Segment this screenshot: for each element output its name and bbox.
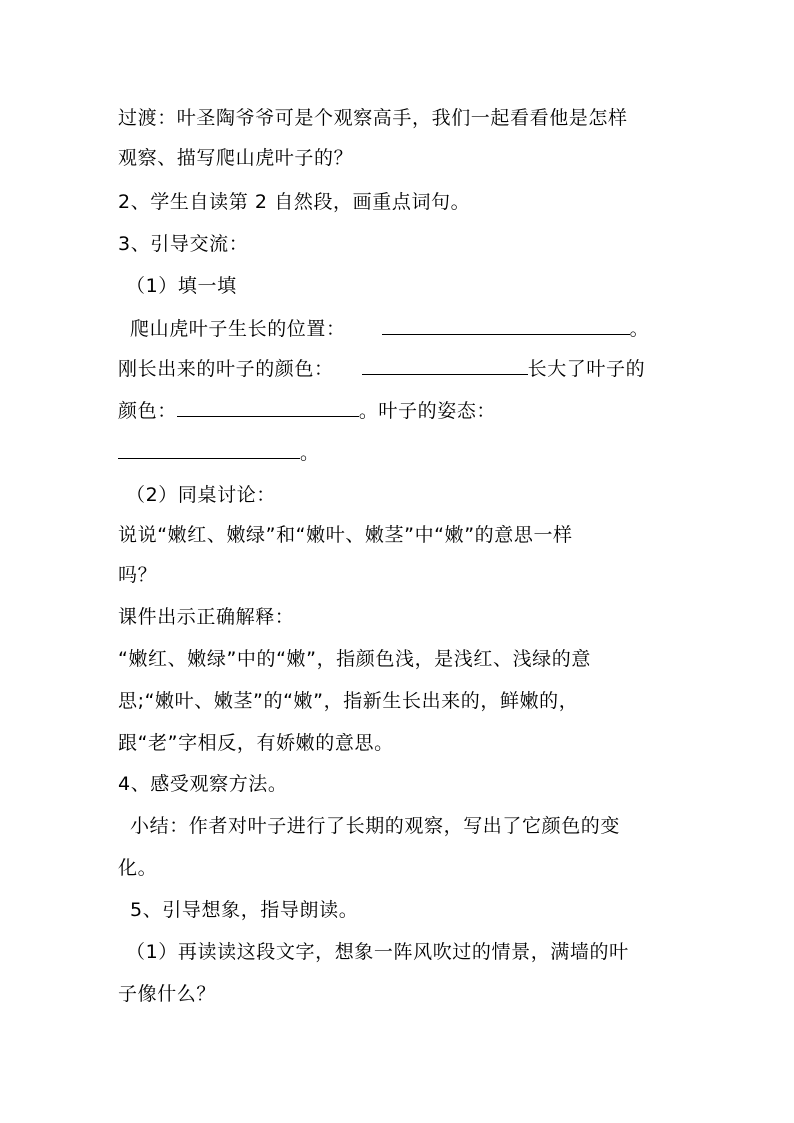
grown-color-blank[interactable]	[177, 399, 359, 417]
discussion-heading: （2）同桌讨论：	[126, 484, 276, 506]
answer-line-3: 跟“老”字相反，有娇嫩的意思。	[118, 732, 394, 754]
summary-line-1: 小结：作者对叶子进行了长期的观察，写出了它颜色的变	[130, 815, 621, 837]
fill-new-color-line	[118, 357, 698, 381]
summary-line-2: 化。	[118, 857, 158, 879]
color-label: 颜色：	[118, 400, 177, 422]
posture-label: 。叶子的姿态：	[358, 400, 497, 422]
fill-position-line	[130, 317, 710, 341]
step-4-heading: 4、感受观察方法。	[118, 773, 288, 795]
step-3-heading: 3、引导交流：	[118, 233, 249, 255]
imagine-line-2: 子像什么？	[118, 983, 217, 1005]
step-2-text: 2、学生自读第 2 自然段，画重点词句。	[118, 191, 471, 213]
position-end: 。	[629, 318, 650, 340]
grown-color-label: 长大了叶子的	[527, 358, 646, 380]
posture-end: 。	[300, 442, 320, 464]
transition-line-1: 过渡：叶圣陶爷爷可是个观察高手，我们一起看看他是怎样	[118, 107, 628, 129]
fill-grown-color-line	[118, 399, 698, 423]
fill-in-heading: （1）填一填	[126, 275, 237, 297]
transition-line-2: 观察、描写爬山虎叶子的？	[118, 147, 354, 169]
posture-blank[interactable]	[118, 441, 300, 459]
imagine-line-1: （1）再读读这段文字，想象一阵风吹过的情景，满墙的叶	[126, 941, 629, 963]
step-5-heading: 5、引导想象，指导朗读。	[130, 899, 359, 921]
fill-posture-line	[118, 441, 698, 465]
position-label: 爬山虎叶子生长的位置：	[130, 318, 346, 340]
discussion-question-1: 说说“嫩红、嫩绿”和“嫩叶、嫩茎”中“嫩”的意思一样	[118, 524, 573, 546]
position-blank[interactable]	[382, 317, 630, 335]
new-color-blank[interactable]	[362, 357, 528, 375]
answer-line-2: 思;“嫩叶、嫩茎”的“嫩”，指新生长出来的，鲜嫩的，	[118, 690, 579, 712]
new-color-label: 刚长出来的叶子的颜色：	[118, 358, 334, 380]
discussion-question-2: 吗？	[118, 564, 158, 586]
answer-heading: 课件出示正确解释：	[118, 606, 295, 628]
answer-line-1: “嫩红、嫩绿”中的“嫩”，指颜色浅，是浅红、浅绿的意	[118, 648, 591, 670]
